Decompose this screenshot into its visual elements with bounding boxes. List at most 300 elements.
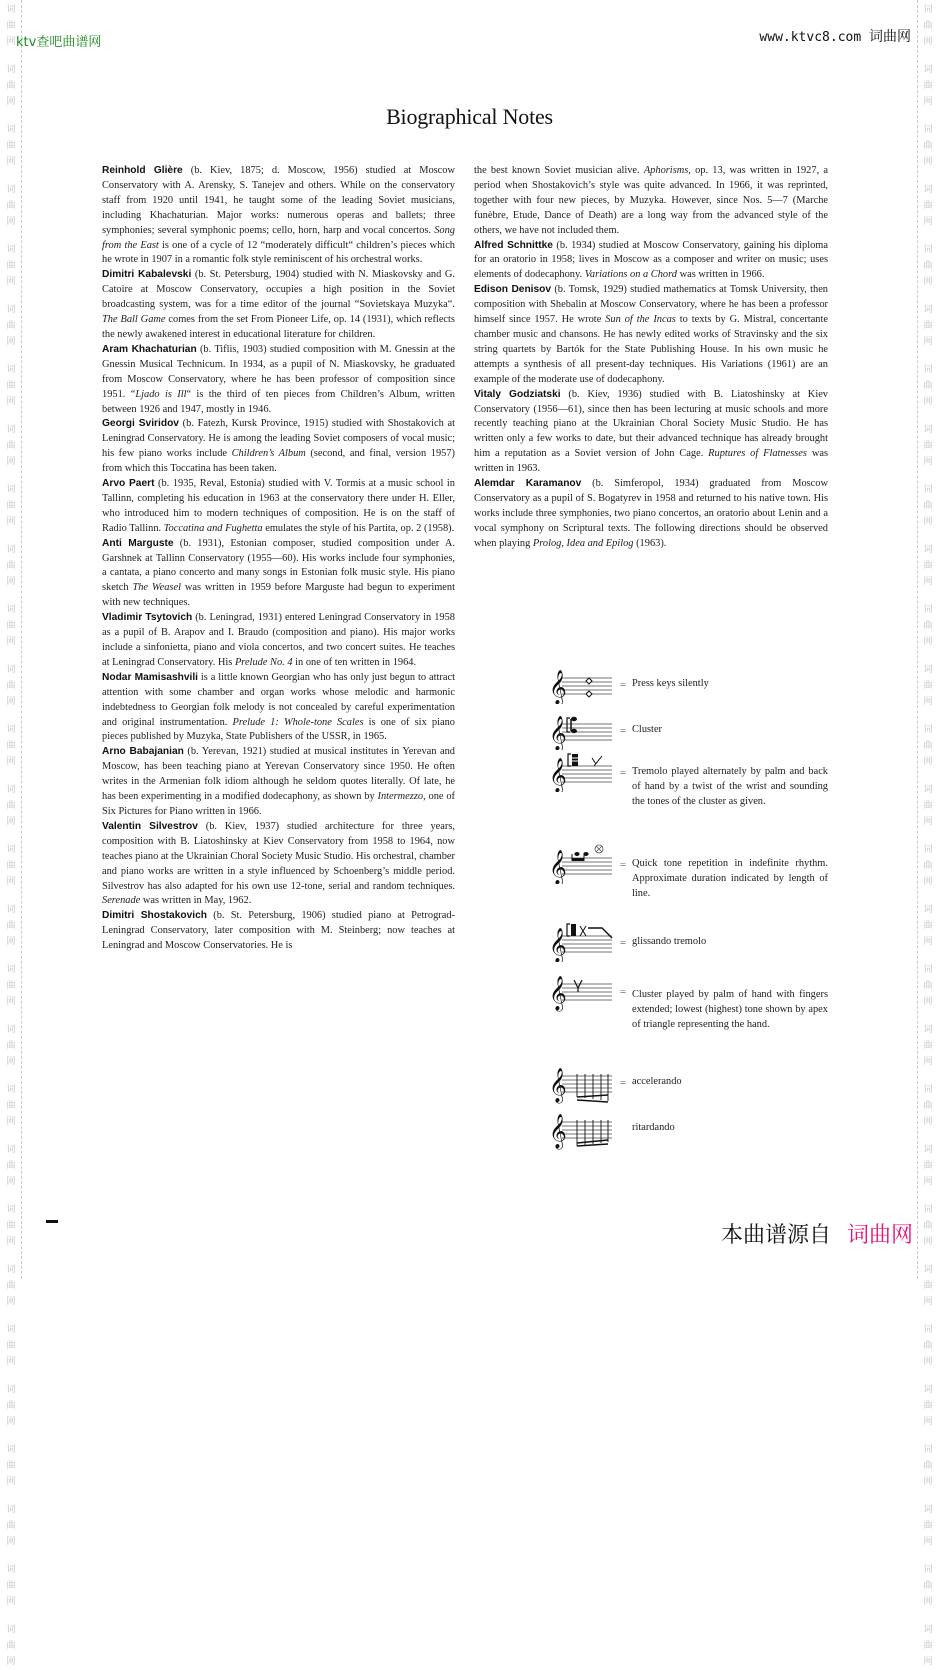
watermark-glyph: 曲 xyxy=(923,201,933,211)
entry-text: (b. Kiev, 1937) studied architecture for three years, composition with B. Liatoshinsky at Kiev Conservatory from 1958 to 1964, now teaches piano at the Ukrainian Choral Society Music Studio. His orchestral, chamber and piano works are written in a style influenced by Schoenberg’s middle period. Silvestrov has also adapted for his own use 12-tone, serial and random techniques. xyxy=(102,820,455,892)
biography-entry xyxy=(474,239,828,284)
watermark-glyph: 网 xyxy=(6,1177,16,1187)
watermark-glyph: 网 xyxy=(923,997,933,1007)
composer-name: Vitaly Godziatski xyxy=(474,388,561,400)
watermark-glyph: 网 xyxy=(6,217,16,227)
entry-text-tail: emulates the style of his Partita, op. 2 (1958). xyxy=(262,522,455,534)
legend-row-ritardando xyxy=(548,1112,838,1152)
source-attribution xyxy=(721,1218,913,1249)
watermark-glyph: 词 xyxy=(923,65,933,75)
watermark-glyph: 曲 xyxy=(923,141,933,151)
glissando-tremolo-icon xyxy=(548,922,614,962)
watermark-glyph: 曲 xyxy=(6,261,16,271)
watermark-glyph-group xyxy=(923,1322,932,1370)
watermark-glyph: 曲 xyxy=(6,21,16,31)
composer-name: Reinhold Glière xyxy=(102,165,183,176)
watermark-glyph-group xyxy=(6,302,15,350)
right-column xyxy=(474,164,828,552)
watermark-glyph: 词 xyxy=(6,605,16,615)
watermark-glyph-group xyxy=(923,182,932,230)
watermark-glyph-group xyxy=(923,602,932,650)
watermark-glyph: 网 xyxy=(6,337,16,347)
watermark-glyph-group xyxy=(6,1562,15,1610)
entry-text: (b. Tiflis, 1903) studied composition with M. Gnessin at the Gnessin Musical Technicum. In 1934, as a pupil of N. Miaskovsky, he graduated from Moscow Conservatory, where he has been professor of composition since 1951. “ xyxy=(102,343,455,400)
composer-name: Nodar Mamisashvili xyxy=(102,671,198,683)
watermark-glyph-group xyxy=(923,1262,932,1310)
biography-entry xyxy=(102,164,455,268)
tremolo-cluster-icon xyxy=(548,752,614,792)
watermark-glyph: 网 xyxy=(923,1357,933,1367)
watermark-glyph: 词 xyxy=(6,1265,16,1275)
palm-cluster-icon xyxy=(548,974,614,1014)
watermark-glyph-group xyxy=(6,1202,15,1250)
watermark-glyph: 词 xyxy=(6,785,16,795)
watermark-glyph: 曲 xyxy=(923,441,933,451)
composer-name: Arno Babajanian xyxy=(102,746,184,758)
biography-entry xyxy=(102,820,455,909)
entry-text-tail: is one of a cycle of 12 “moderately difficult“ children’s pieces which he wrote in 1907 in a romantic folk style reminiscent of his orchestral works. xyxy=(102,239,455,266)
entry-text: (b. 1935, Reval, Estonia) studied with V. Tormis at a music school in Tallinn, completing his education in 1963 at the conservatory there under H. Eller, who introduced him to modern techniques of composition. He is on the staff of Radio Tallinn. xyxy=(102,478,455,534)
watermark-glyph-group xyxy=(923,362,932,410)
entry-text: (b. Leningrad, 1931) entered Leningrad Conservatory in 1958 as a pupil of B. Arapov and I. Braudo (composition and piano). His major works include a sinfonietta, piano and viola concertos, and two concert suites. He teaches at Leningrad Conservatory. His xyxy=(102,612,455,668)
watermark-glyph: 网 xyxy=(923,1297,933,1307)
watermark-glyph: 网 xyxy=(6,1237,16,1247)
svg-text:𝄞: 𝄞 xyxy=(549,850,567,884)
watermark-glyph: 词 xyxy=(6,1025,16,1035)
watermark-glyph: 曲 xyxy=(923,261,933,271)
legend-row-tremolo xyxy=(548,752,838,809)
watermark-glyph: 曲 xyxy=(923,1401,933,1411)
entry-text: (b. 1931), Estonian composer, studied composition under A. Garshnek at Tallinn Conservatory (1955—60). His works include four symphonies, a cantata, a piano concerto and many songs in Estonian folk music style. His piano sketch xyxy=(102,537,456,594)
composer-name: Alfred Schnittke xyxy=(474,239,553,251)
watermark-glyph: 网 xyxy=(923,37,933,47)
entry-text: (b. Kiev, 1936) studied with B. Liatoshinsky at Kiev Conservatory (1956—61), since then has been lecturing at music schools and more recently teaching piano at the Ukrainian Choral Society Music Studio. He has written only a few works to date, but their advanced technique has already brought him a reputation as a Soviet version of John Cage. xyxy=(474,388,829,460)
watermark-glyph-group xyxy=(923,1562,932,1610)
composer-name: Anti Marguste xyxy=(102,537,174,549)
top-left-watermark: ktv查吧曲谱网 xyxy=(16,35,102,50)
composer-name: Vladimir Tsytovich xyxy=(102,612,193,624)
watermark-glyph: 词 xyxy=(923,605,933,615)
watermark-glyph: 网 xyxy=(6,277,16,287)
watermark-glyph-group xyxy=(923,902,932,950)
watermark-glyph: 网 xyxy=(6,517,16,527)
watermark-glyph: 词 xyxy=(923,785,933,795)
work-title: Toccatina and Fughetta xyxy=(163,522,263,534)
watermark-glyph: 网 xyxy=(6,937,16,947)
watermark-glyph-group xyxy=(6,1142,15,1190)
legend-row-cluster xyxy=(548,714,838,750)
watermark-glyph: 网 xyxy=(6,457,16,467)
entry-text: (b. Tomsk, 1929) studied mathematics at Tomsk University, then composition with Shebalin at Moscow Conservatory, where he has been a professor himself since 1957. He wrote xyxy=(474,284,829,326)
work-title: Intermezzo xyxy=(377,791,424,803)
watermark-glyph: 曲 xyxy=(923,1341,933,1351)
biography-entry xyxy=(102,477,455,537)
watermark-glyph: 词 xyxy=(6,5,16,15)
watermark-glyph: 曲 xyxy=(6,1521,16,1531)
watermark-glyph: 词 xyxy=(6,185,16,195)
legend-equals: = xyxy=(619,986,627,998)
work-title: Ruptures of Flatnesses xyxy=(708,448,807,460)
watermark-glyph: 网 xyxy=(923,1477,933,1487)
entry-text-tail: was written in 1966. xyxy=(676,269,765,281)
composer-name: Edison Denisov xyxy=(474,284,552,296)
watermark-glyph: 曲 xyxy=(923,981,933,991)
watermark-glyph: 词 xyxy=(923,1205,933,1215)
watermark-glyph: 曲 xyxy=(923,861,933,871)
watermark-site-name: 词曲网 xyxy=(869,29,911,45)
watermark-glyph-group xyxy=(6,1622,15,1670)
watermark-glyph: 词 xyxy=(923,185,933,195)
watermark-glyph: 词 xyxy=(6,845,16,855)
watermark-glyph: 网 xyxy=(923,697,933,707)
svg-text:𝄞: 𝄞 xyxy=(549,716,567,750)
watermark-glyph: 网 xyxy=(6,1597,16,1607)
legend-text: ritardando xyxy=(632,1122,675,1133)
legend-equals: = xyxy=(619,767,627,779)
entry-text: is a little known Georgian who has only just begun to attract attention with some chamber and organ works whose melodic and harmonic indebtedness to Georgian folk melody is not concealed by careful experimentation and original instrumentation. xyxy=(102,671,455,728)
watermark-glyph: 网 xyxy=(6,157,16,167)
watermark-glyph: 网 xyxy=(923,457,933,467)
entry-text-tail: in one of ten written in 1964. xyxy=(292,656,417,668)
legend-equals: = xyxy=(619,937,627,949)
watermark-glyph-group xyxy=(923,242,932,290)
quick-repetition-icon xyxy=(548,844,614,884)
watermark-glyph: 词 xyxy=(6,305,16,315)
watermark-glyph: 词 xyxy=(923,665,933,675)
entry-text: (b. Fatezh, Kursk Province, 1915) studied with Shostakovich at Leningrad Conservatory. He is among the leading Soviet composers of vocal music; his few piano works include xyxy=(102,418,456,460)
composer-name: Dimitri Shostakovich xyxy=(102,910,207,922)
watermark-glyph: 网 xyxy=(6,1297,16,1307)
watermark-glyph-group xyxy=(923,1442,932,1490)
watermark-glyph: 网 xyxy=(923,97,933,107)
watermark-glyph: 网 xyxy=(6,1657,16,1667)
watermark-glyph: 词 xyxy=(923,545,933,555)
entry-text-tail: comes from the set From Pioneer Life, op. 14 (1931), which reflects the newly awakened interest in educational literature for children. xyxy=(102,314,455,340)
watermark-glyph: 网 xyxy=(923,1597,933,1607)
watermark-glyph-group xyxy=(6,1322,15,1370)
source-prefix: 本曲谱源自 xyxy=(720,1223,831,1248)
watermark-glyph: 词 xyxy=(6,665,16,675)
watermark-glyph-group xyxy=(923,782,932,830)
watermark-glyph: 词 xyxy=(923,245,933,255)
page-title: Biographical Notes xyxy=(386,104,553,129)
watermark-glyph: 网 xyxy=(923,397,933,407)
watermark-glyph: 网 xyxy=(923,637,933,647)
entry-text: (b. St. Petersburg, 1904) studied with N. Miaskovsky and G. Catoire at Moscow Conservatory, occupies a high position in the Soviet broadcasting system, was for a time editor of the journal “Sovietskaya Muzyka“. xyxy=(102,269,455,311)
watermark-glyph: 曲 xyxy=(923,921,933,931)
work-title: Children’s Album xyxy=(231,448,306,460)
legend-text: glissando tremolo xyxy=(632,936,707,947)
watermark-glyph: 曲 xyxy=(923,1641,933,1651)
entry-text: (b. St. Petersburg, 1906) studied piano at Petrograd-Leningrad Conservatory, later composition with M. Steinberg; now teaches at Leningrad and Moscow Conservatories. He is xyxy=(102,910,455,952)
watermark-glyph: 曲 xyxy=(923,1461,933,1471)
watermark-glyph: 网 xyxy=(6,697,16,707)
watermark-glyph: 词 xyxy=(923,1145,933,1155)
watermark-glyph: 网 xyxy=(923,517,933,527)
svg-text:𝄞: 𝄞 xyxy=(549,670,567,704)
watermark-glyph: 曲 xyxy=(6,1461,16,1471)
watermark-glyph-group xyxy=(923,302,932,350)
watermark-glyph: 词 xyxy=(6,905,16,915)
svg-text:𝄞: 𝄞 xyxy=(549,976,567,1011)
watermark-glyph-group xyxy=(923,1202,932,1250)
watermark-glyph: 词 xyxy=(923,425,933,435)
watermark-glyph: 曲 xyxy=(923,741,933,751)
watermark-glyph: 词 xyxy=(923,905,933,915)
watermark-glyph-group xyxy=(6,1502,15,1550)
watermark-glyph: 词 xyxy=(6,1385,16,1395)
entry-text: (b. Kiev, 1875; d. Moscow, 1956) studied at Moscow Conservatory with A. Arensky, S. Tanejev and others. While on the conservatory staff from 1920 until 1941, he taught some of the leading Soviet musicians, including Khachaturian. Major works: numerous operas and ballets; three symphonies; several symphonic poems; cello, horn, harp and vocal concertos. xyxy=(102,165,455,236)
watermark-glyph-group xyxy=(6,782,15,830)
watermark-glyph-group xyxy=(6,1262,15,1310)
entry-text-tail: was written in 1959 before Marguste had begun to experiment with new techniques. xyxy=(102,582,455,609)
watermark-glyph: 曲 xyxy=(6,621,16,631)
watermark-glyph: 曲 xyxy=(6,801,16,811)
watermark-glyph: 曲 xyxy=(6,1341,16,1351)
watermark-glyph-group xyxy=(923,482,932,530)
entry-text-tail: is one of six piano pieces published by Muzyka, State Publishers of the USSR, in 1965. xyxy=(102,716,455,743)
watermark-glyph: 网 xyxy=(923,817,933,827)
watermark-glyph-group xyxy=(6,242,15,290)
work-title: Aphorisms xyxy=(643,165,689,176)
watermark-glyph: 网 xyxy=(6,637,16,647)
watermark-glyph: 曲 xyxy=(6,921,16,931)
watermark-glyph: 词 xyxy=(6,1145,16,1155)
watermark-glyph: 曲 xyxy=(923,1101,933,1111)
legend-equals xyxy=(614,1112,632,1123)
watermark-glyph: 网 xyxy=(923,1117,933,1127)
watermark-glyph-group xyxy=(923,422,932,470)
page-corner-mark xyxy=(46,1220,58,1223)
watermark-glyph: 曲 xyxy=(923,1281,933,1291)
watermark-glyph: 网 xyxy=(923,1177,933,1187)
watermark-glyph: 词 xyxy=(923,1565,933,1575)
left-watermark-strip xyxy=(0,0,22,1667)
watermark-glyph: 曲 xyxy=(923,1521,933,1531)
watermark-glyph: 网 xyxy=(923,937,933,947)
watermark-glyph: 曲 xyxy=(923,1581,933,1591)
work-title: The Weasel xyxy=(132,582,181,594)
biography-entry xyxy=(102,417,455,477)
watermark-glyph: 网 xyxy=(923,157,933,167)
watermark-glyph: 曲 xyxy=(6,681,16,691)
watermark-glyph: 网 xyxy=(923,217,933,227)
legend-equals: = xyxy=(619,679,627,691)
watermark-glyph-group xyxy=(6,1082,15,1130)
watermark-glyph-group xyxy=(6,2,15,50)
watermark-glyph: 网 xyxy=(6,757,16,767)
legend-row-glissando-tremolo xyxy=(548,922,838,962)
watermark-glyph: 词 xyxy=(6,965,16,975)
watermark-glyph: 曲 xyxy=(6,861,16,871)
watermark-glyph-group xyxy=(923,662,932,710)
entry-text: (b. Yerevan, 1921) studied at musical institutes in Yerevan and Moscow, has been teaching piano at Yerevan Conservatory since 1950. He often writes in the Armenian folk idiom although he seldom quotes literally. Of late, he has been experimenting in a modified dodecaphony, as shown by xyxy=(102,746,455,803)
entry-text-tail: , op. 13, was written in 1927, a period when Shostakovich’s style was quite advanced. In 1966, it was reprinted, together with four new pieces, by Muzyka. However, since Nos. 5—7 (Marche funèbre, Etude, Dance of Death) are a long way from the advanced style of the others, we have not included them. xyxy=(474,165,828,236)
svg-text:𝄞: 𝄞 xyxy=(549,758,567,792)
watermark-glyph: 曲 xyxy=(923,81,933,91)
watermark-glyph: 词 xyxy=(6,1625,16,1635)
watermark-glyph-group xyxy=(923,62,932,110)
watermark-glyph: 网 xyxy=(923,577,933,587)
watermark-glyph: 网 xyxy=(6,577,16,587)
watermark-glyph: 网 xyxy=(923,757,933,767)
watermark-glyph-group xyxy=(6,1022,15,1070)
legend-equals: = xyxy=(619,1077,627,1089)
work-title: Prelude 1: Whole-tone Scales xyxy=(232,716,364,728)
watermark-glyph: 网 xyxy=(6,1477,16,1487)
legend-text: Cluster xyxy=(632,724,663,735)
watermark-glyph: 网 xyxy=(6,1357,16,1367)
watermark-glyph: 网 xyxy=(923,1537,933,1547)
watermark-glyph: 网 xyxy=(923,877,933,887)
svg-text:𝄞: 𝄞 xyxy=(549,1114,567,1149)
watermark-glyph: 曲 xyxy=(6,1161,16,1171)
watermark-glyph: 曲 xyxy=(6,81,16,91)
accelerando-icon xyxy=(548,1066,614,1106)
cluster-icon xyxy=(548,714,614,750)
watermark-glyph: 曲 xyxy=(6,981,16,991)
watermark-glyph: 曲 xyxy=(6,1401,16,1411)
watermark-glyph-group xyxy=(6,962,15,1010)
svg-text:𝄞: 𝄞 xyxy=(549,928,567,962)
watermark-glyph: 曲 xyxy=(923,501,933,511)
work-title: Variations on a Chord xyxy=(584,269,677,281)
watermark-glyph: 曲 xyxy=(923,561,933,571)
watermark-glyph: 词 xyxy=(6,245,16,255)
watermark-glyph: 曲 xyxy=(6,1641,16,1651)
watermark-glyph: 词 xyxy=(923,845,933,855)
watermark-glyph-group xyxy=(923,1082,932,1130)
watermark-glyph-group xyxy=(6,902,15,950)
watermark-glyph-group xyxy=(6,1382,15,1430)
watermark-glyph: 曲 xyxy=(6,381,16,391)
watermark-glyph: 曲 xyxy=(923,681,933,691)
biography-entry xyxy=(102,745,455,820)
watermark-glyph: 曲 xyxy=(923,1161,933,1171)
watermark-glyph-group xyxy=(6,482,15,530)
watermark-glyph: 网 xyxy=(923,1417,933,1427)
composer-name: Georgi Sviridov xyxy=(102,418,179,430)
watermark-glyph: 词 xyxy=(6,1205,16,1215)
watermark-glyph: 词 xyxy=(923,1625,933,1635)
work-title: Song from the East xyxy=(102,224,455,251)
work-title: Serenade xyxy=(102,895,141,907)
entry-text-tail: , one of Six Pictures for Piano written in 1966. xyxy=(102,791,456,817)
watermark-glyph-group xyxy=(923,962,932,1010)
watermark-glyph: 网 xyxy=(923,337,933,347)
watermark-glyph-group xyxy=(6,842,15,890)
biography-entry xyxy=(474,388,828,477)
watermark-glyph: 网 xyxy=(6,877,16,887)
source-brand-link[interactable]: 词曲网 xyxy=(846,1223,913,1248)
watermark-glyph-group xyxy=(923,722,932,770)
watermark-glyph: 词 xyxy=(923,1385,933,1395)
watermark-glyph: 网 xyxy=(6,1417,16,1427)
legend-equals: = xyxy=(619,859,627,871)
work-title: Ljado is Ill xyxy=(135,388,187,400)
legend-row-press-silently xyxy=(548,668,838,704)
watermark-glyph: 词 xyxy=(6,1085,16,1095)
watermark-glyph: 曲 xyxy=(923,621,933,631)
diamond-notes-icon xyxy=(548,668,614,704)
watermark-glyph: 曲 xyxy=(923,801,933,811)
watermark-glyph: 网 xyxy=(6,997,16,1007)
watermark-glyph: 词 xyxy=(6,1325,16,1335)
watermark-glyph-group xyxy=(923,1382,932,1430)
watermark-glyph: 曲 xyxy=(6,1221,16,1231)
watermark-glyph: 词 xyxy=(6,425,16,435)
watermark-glyph: 曲 xyxy=(6,501,16,511)
biography-entry xyxy=(474,283,828,387)
watermark-glyph: 词 xyxy=(923,965,933,975)
watermark-glyph: 曲 xyxy=(923,321,933,331)
legend-text: accelerando xyxy=(632,1076,682,1087)
composer-name: Alemdar Karamanov xyxy=(474,478,582,490)
watermark-glyph: 网 xyxy=(923,1237,933,1247)
work-title: Prolog, Idea and Epilog xyxy=(532,537,634,549)
legend-row-palm-cluster xyxy=(548,974,838,1032)
watermark-glyph: 词 xyxy=(6,365,16,375)
watermark-glyph-group xyxy=(6,422,15,470)
watermark-glyph: 词 xyxy=(923,725,933,735)
watermark-glyph-group xyxy=(6,542,15,590)
biography-entry xyxy=(474,164,828,239)
watermark-url: www.ktvc8.com xyxy=(759,30,862,45)
work-title: Prelude No. 4 xyxy=(234,656,293,668)
legend-equals: = xyxy=(619,725,627,737)
watermark-glyph: 曲 xyxy=(6,441,16,451)
watermark-glyph: 词 xyxy=(923,1505,933,1515)
watermark-glyph: 词 xyxy=(6,545,16,555)
watermark-glyph: 网 xyxy=(6,1117,16,1127)
watermark-glyph-group xyxy=(923,542,932,590)
entry-text: (b. 1934) studied at Moscow Conservatory, gaining his diploma for an oratorio in 1958; lives in Moscow as a composer and writer on music; uses elements of dodecaphony. xyxy=(474,239,828,281)
watermark-glyph-group xyxy=(923,2,932,50)
watermark-glyph: 曲 xyxy=(923,381,933,391)
entry-text-tail: (second, and final, version 1957) from which this Toccatina has been taken. xyxy=(102,448,455,475)
watermark-glyph: 词 xyxy=(923,125,933,135)
entry-text-tail: was written in 1963. xyxy=(474,448,828,475)
watermark-glyph: 词 xyxy=(923,305,933,315)
watermark-glyph: 词 xyxy=(923,485,933,495)
watermark-glyph-group xyxy=(923,1022,932,1070)
watermark-glyph: 词 xyxy=(923,1265,933,1275)
composer-name: Aram Khachaturian xyxy=(102,343,197,355)
watermark-glyph: 曲 xyxy=(6,561,16,571)
watermark-glyph: 词 xyxy=(923,1325,933,1335)
right-watermark-strip xyxy=(917,0,939,1667)
composer-name: Valentin Silvestrov xyxy=(102,820,198,832)
watermark-glyph-group xyxy=(923,1622,932,1670)
entry-text: the best known Soviet musician alive. xyxy=(474,165,644,176)
biography-entry xyxy=(102,268,455,343)
composer-name: Dimitri Kabalevski xyxy=(102,269,192,281)
watermark-glyph-group xyxy=(6,1442,15,1490)
biography-entry xyxy=(474,477,828,552)
watermark-glyph: 网 xyxy=(923,1057,933,1067)
watermark-glyph: 词 xyxy=(6,485,16,495)
work-title: Sun of the Incas xyxy=(605,314,676,326)
watermark-glyph: 网 xyxy=(6,37,16,47)
watermark-glyph-group xyxy=(6,362,15,410)
watermark-glyph: 词 xyxy=(6,1505,16,1515)
watermark-glyph: 词 xyxy=(923,365,933,375)
watermark-glyph: 曲 xyxy=(6,201,16,211)
ritardando-icon xyxy=(548,1112,614,1152)
watermark-glyph: 词 xyxy=(6,1445,16,1455)
watermark-glyph-group xyxy=(923,1502,932,1550)
watermark-glyph: 词 xyxy=(6,65,16,75)
